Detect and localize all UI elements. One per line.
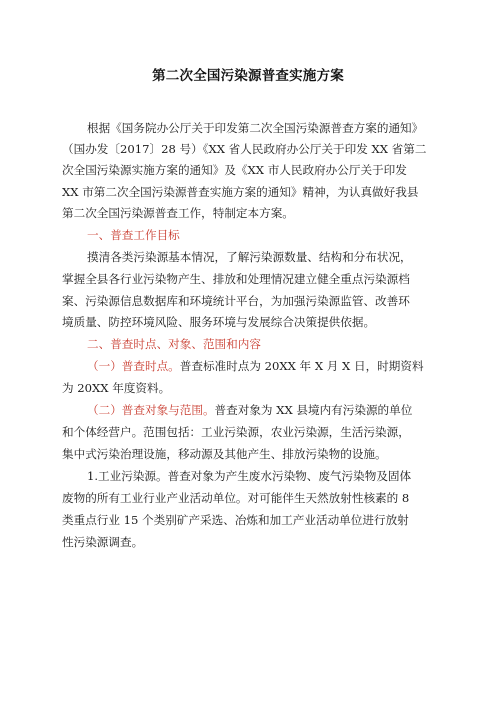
section1-line-3: 案、污染源信息数据库和环境统计平台，为加强污染源监管、改善环 [62,294,410,308]
item-industrial-line-1: 1.工业污染源。普查对象为产生废水污染物、废气污染物及固体 [87,469,412,483]
document-title: 第二次全国污染源普查实施方案 [152,68,344,84]
item-industrial-line-4: 性污染源调查。 [62,535,144,549]
intro-line-2: （国办发〔2017〕28 号）《XX 省人民政府办公厅关于印发 XX 省第二 [62,142,427,156]
subsection-scope-line-3: 集中式污染治理设施，移动源及其他产生、排放污染物的设施。 [62,447,387,461]
subsection-scope-line-1 [87,403,412,417]
subsection-scope-label: （二）普查对象与范围。 [87,403,215,417]
section1-line-2: 掌握全县各行业污染物产生、排放和处理情况建立健全重点污染源档 [62,272,410,286]
section-heading-goals: 一、普查工作目标 [87,228,180,242]
intro-line-4: XX 市第二次全国污染源普查实施方案的通知》精神，为认真做好我县 [62,185,419,199]
subsection-scope-text: 普查对象为 XX 县境内有污染源的单位 [214,403,413,417]
subsection-time-line-2: 为 20XX 年度资料。 [62,381,171,395]
section-heading-scope: 二、普查时点、对象、范围和内容 [87,337,261,351]
section1-line-4: 境质量、防控环境风险、服务环境与发展综合决策提供依据。 [62,315,376,329]
item-industrial-line-3: 类重点行业 15 个类别矿产采选、冶炼和加工产业活动单位进行放射 [62,513,409,527]
section1-line-1: 摸清各类污染源基本情况，了解污染源数量、结构和分布状况， [87,250,412,264]
subsection-time-line-1 [87,359,424,373]
subsection-time-text: 普查标准时点为 20XX 年 X 月 X 日，时期资料 [179,359,424,373]
item-industrial-line-2: 废物的所有工业行业产业活动单位。对可能伴生天然放射性核素的 8 [62,491,410,505]
subsection-time-label: （一）普查时点。 [87,359,180,373]
intro-line-3: 次全国污染源实施方案的通知》及《XX 市人民政府办公厅关于印发 [62,163,407,177]
intro-line-1: 根据《国务院办公厅关于印发第二次全国污染源普查方案的通知》 [87,121,424,135]
subsection-scope-line-2: 和个体经营户。范围包括：工业污染源，农业污染源，生活污染源， [62,425,410,439]
intro-line-5: 第二次全国污染源普查工作，特制定本方案。 [62,206,294,220]
